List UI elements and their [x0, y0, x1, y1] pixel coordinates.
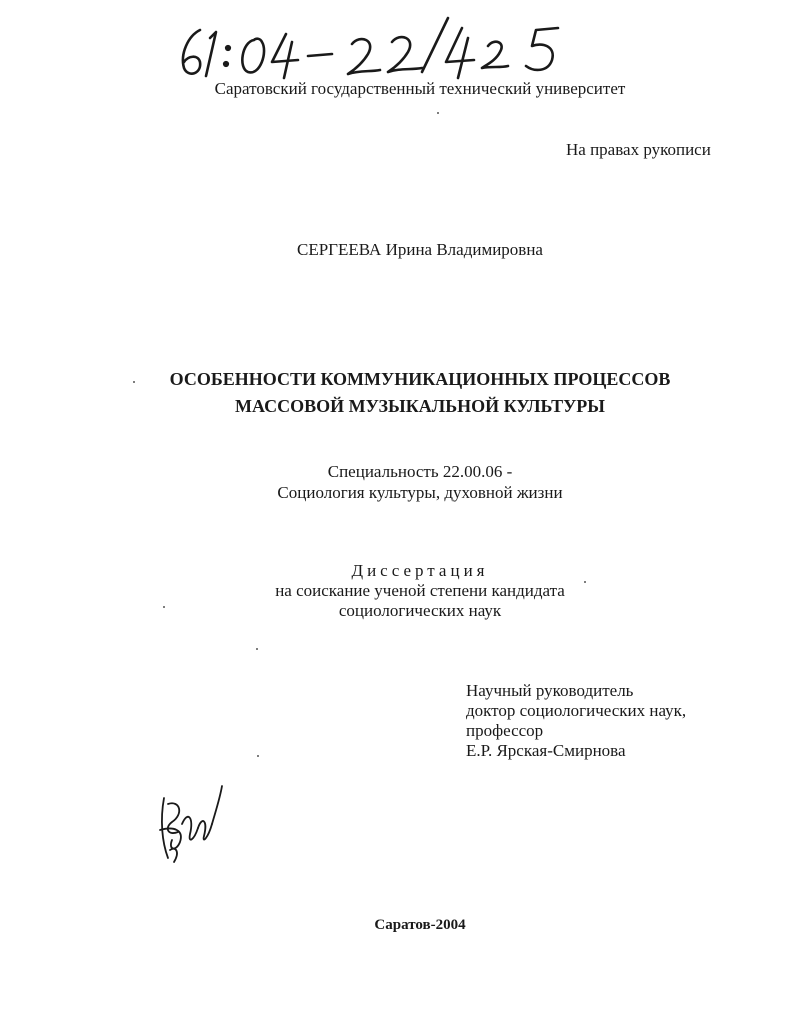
dissertation-word: Диссертация: [351, 561, 489, 580]
scan-speck: [257, 755, 259, 757]
title-line-1: ОСОБЕННОСТИ КОММУНИКАЦИОННЫХ ПРОЦЕССОВ: [169, 369, 671, 389]
supervisor-degree: доктор социологических наук,: [466, 701, 687, 720]
specialty-name: Социология культуры, духовной жизни: [277, 483, 563, 502]
author-name: СЕРГЕЕВА Ирина Владимировна: [297, 240, 543, 259]
scan-speck: [163, 606, 165, 608]
manuscript-rights-note: На правах рукописи: [566, 140, 711, 159]
supervisor-block: [466, 681, 686, 761]
handwritten-signature: [150, 780, 230, 866]
scan-speck: [256, 648, 258, 650]
title-line-2: МАССОВОЙ МУЗЫКАЛЬНОЙ КУЛЬТУРЫ: [235, 396, 605, 416]
scan-speck: [133, 381, 135, 383]
scan-speck: [437, 112, 439, 114]
supervisor-title: профессор: [466, 721, 544, 740]
degree-line: на соискание ученой степени кандидата: [275, 581, 565, 600]
specialty-block: [0, 461, 794, 503]
supervisor-role: Научный руководитель: [466, 681, 634, 700]
scan-speck: [584, 581, 586, 583]
degree-field: социологических наук: [338, 601, 502, 620]
city-and-year: Саратов-2004: [374, 917, 466, 933]
supervisor-name: Е.Р. Ярская-Смирнова: [466, 741, 626, 760]
university-name: Саратовский государственный технический университет: [214, 79, 626, 98]
specialty-code: Специальность 22.00.06 -: [327, 462, 513, 481]
handwritten-catalog-code: [170, 10, 610, 82]
dissertation-title: [0, 366, 794, 420]
dissertation-type-block: [0, 561, 794, 621]
